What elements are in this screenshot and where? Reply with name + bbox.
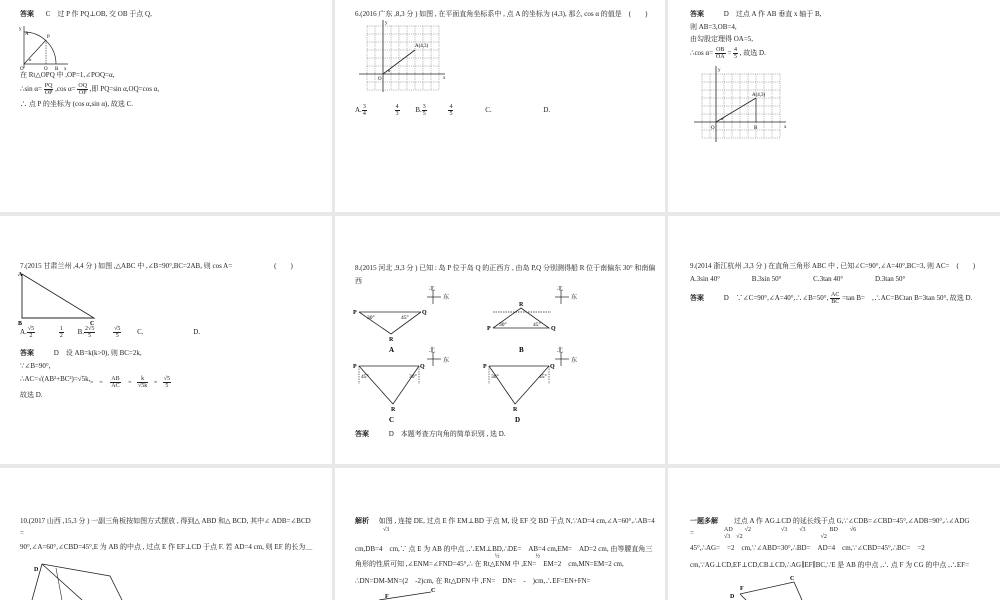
fig-point-label: A(4,3) (752, 93, 766, 98)
svg-text:R: R (389, 337, 394, 343)
multi-solution-tag: 一题多解 (690, 517, 718, 525)
analysis-tag: 解析 (355, 517, 369, 525)
svg-text:45°: 45° (539, 374, 547, 380)
answer-text: C 过 P 作 PQ⊥OB, 交 OB 于点 Q, (45, 10, 152, 18)
doc-page-2 (335, 0, 665, 212)
fig-x-label: x (443, 76, 446, 81)
triangle-set-figure (22, 558, 132, 600)
svg-text:P: P (353, 364, 357, 370)
svg-text:北: 北 (429, 348, 436, 354)
option-d[interactable]: D.3tan 50° (874, 275, 906, 283)
answer-tag: 答案 (20, 349, 34, 357)
svg-text:30°: 30° (367, 315, 375, 321)
svg-text:东: 东 (443, 358, 450, 364)
svg-text:P: P (353, 310, 357, 316)
svg-text:Q: Q (422, 310, 427, 316)
svg-text:45°: 45° (361, 374, 369, 380)
question-text: 8.(2015 河北 ,9,3 分 ) 已知 : 岛 P 位于岛 Q 的正西方 , 由岛 P,Q 分别测得船 R 位于南偏东 30° 和南偏 (355, 264, 656, 272)
svg-text:B: B (519, 346, 524, 354)
figure-option-b (487, 286, 577, 354)
svg-text:R: R (513, 407, 518, 413)
svg-text:东: 东 (571, 295, 578, 301)
solution-line: 45°,∴AG= =2 cm,∵∠ABD=30°,∴BD= AD=4 cm,∵∠CBD=45°,∴BC= =2 (690, 544, 925, 552)
answer-tag: 答案 (690, 10, 704, 18)
fig-point-label: A(4,3) (415, 44, 429, 49)
doc-page-8 (335, 468, 665, 600)
svg-text:A: A (389, 346, 395, 354)
solution-formula: ∴cos α= $\frac{OB}{OA}$ = $\frac{4}{5}$ , 故选 D. (690, 47, 766, 60)
fig-f-label: F (385, 594, 389, 600)
doc-page-4 (0, 216, 332, 464)
triangle-figure (18, 270, 102, 326)
svg-text:30°: 30° (491, 374, 499, 380)
option-d[interactable]: D. (193, 328, 201, 337)
option-b[interactable]: B. $\frac{2√5}{5}$ (77, 326, 95, 339)
answer-text-cont: =tan B= ,∴AC=BCtan B=3tan 50°, 故选 D. (842, 294, 973, 303)
question-text-cont: 西 (355, 277, 362, 285)
option-b[interactable]: B.3sin 50° (751, 275, 782, 283)
answer-tag: 答案 (20, 10, 34, 18)
option-b[interactable]: B. $\frac{3}{5}$ (415, 104, 426, 117)
svg-text:45°: 45° (533, 322, 541, 328)
svg-text:东: 东 (443, 295, 450, 301)
analysis-line: 角形的性质可知 ,∠ENM=∠FND=45°,∴ 在 Rt△ENM 中 ,EN= EM=2 cm,MN=EM=2 cm, (355, 560, 624, 568)
doc-page-1 (0, 0, 332, 212)
svg-text:东: 东 (571, 358, 578, 364)
figure-option-c (353, 346, 449, 424)
svg-text:P: P (487, 326, 491, 332)
svg-text:Q: Q (551, 326, 556, 332)
doc-page-7 (0, 468, 332, 600)
fig-y-label: y (718, 68, 721, 73)
fraction: $\frac{OQ}{OP}$ (78, 83, 88, 96)
question-text: 10.(2017 山西 ,15,3 分 ) 一副三角板按如图方式摆放 , 得到△ ABD 和△ BCD, 其中∠ ADB=∠BCD (20, 517, 311, 525)
solution-figure (728, 572, 808, 600)
fig-a-label: A (25, 32, 29, 37)
choice-options (690, 274, 905, 284)
question-text: 9.(2014 浙江杭州 ,3,3 分 ) 在直角三角形 ABC 中 , 已知∠C=90°,∠A=40°,BC=3, 则 AC= ( ) (690, 262, 976, 270)
fig-c-label: C (790, 576, 795, 582)
fig-o-label: O (711, 126, 715, 131)
question-text-cont2: 90°,∠A=60°,∠CBD=45°,E 为 AB 的中点 , 过点 E 作 EF⊥CD 于点 F. 若 AD=4 cm, 则 EF 的长为＿ (20, 543, 313, 551)
svg-text:R: R (519, 302, 524, 308)
fig-c-label: C (90, 321, 95, 326)
doc-page-6 (668, 216, 1000, 464)
fraction: $\frac{PQ}{OP}$ (44, 83, 53, 96)
fig-b-label: B (18, 321, 23, 326)
option-c[interactable]: C. (485, 106, 492, 115)
solution-line: ∵∠B=90°, (20, 362, 51, 370)
solution-line: ∴AC=√(AB²+BC²)=√5k, (20, 375, 91, 383)
option-d[interactable]: D. (543, 106, 551, 115)
analysis-line: cm,DB=4 cm,∵ 点 E 为 AB 的中点 ,∴EM⊥BD,∴DE= AB=4 cm,EM= AD=2 cm, 由等腰直角三 (355, 545, 653, 553)
svg-text:Q: Q (550, 364, 555, 370)
analysis-halves: ½ ½ (495, 554, 541, 560)
solution-line: = (690, 529, 694, 537)
doc-page-3 (668, 0, 1000, 212)
choice-options: A. $\frac{3}{4}$ $\frac{4}{3}$ B. $\frac{3}{5}$ $\frac{4}{5}$ C. D. (355, 104, 551, 117)
analysis-sqrt: √3 (383, 527, 390, 533)
solution-fraction-row: AD √2 √3 √3 BD √6 (724, 527, 857, 533)
fig-x-label: x (64, 67, 67, 70)
choice-options: A. $\frac{√5}{2}$ $\frac{1}{2}$ B. $\frac{2√5}{5}$ $\frac{√5}{5}$ C. D. (20, 326, 201, 339)
answer-text: D 设 AB=k(k>0), 则 BC=2k, (53, 349, 142, 357)
fig-alpha-label: α (29, 57, 32, 62)
coordinate-grid-figure (694, 66, 790, 142)
svg-text:C: C (389, 416, 395, 424)
solution-fraction-row: √3 √2 √2 (724, 534, 827, 540)
svg-text:D: D (515, 416, 521, 424)
fig-a-label: A (18, 272, 23, 278)
fig-d-label: D (730, 594, 735, 600)
unit-circle-figure (18, 24, 70, 70)
svg-text:45°: 45° (401, 315, 409, 321)
fig-d-label: D (34, 567, 39, 573)
analysis-line: ∴DN=DM-MN=(2 -2)cm, 在 Rt△DFN 中 ,FN= DN= - )cm,∴EF=EN+FN= (355, 577, 591, 585)
svg-text:P: P (483, 364, 487, 370)
question-text-cont: = (20, 529, 24, 537)
coordinate-grid-figure (357, 20, 449, 92)
solution-conclusion: 故选 D. (20, 391, 43, 399)
solution-line: 在 Rt△OPQ 中 ,OP=1,∠POQ=α, (20, 71, 115, 79)
solution-line: 过点 A 作 AG⊥CD 的延长线于点 G,∵∠CDB=∠CBD=45°,∠ADB=90°,∴∠ADG (733, 517, 970, 525)
svg-text:北: 北 (429, 286, 436, 292)
question-text: 6.(2016 广东 ,8,3 分 ) 如图 , 在平面直角坐标系中 , 点 A 的坐标为 (4,3), 那么 cos α 的值是 ( ) (355, 10, 648, 18)
solution-line: 则 AB=3,OB=4, (690, 23, 737, 31)
answer-text: D 过点 A 作 AB 垂直 x 轴于 B, (723, 10, 822, 18)
fig-q-label: Q (44, 67, 48, 70)
doc-page-9 (668, 468, 1000, 600)
svg-text:30°: 30° (409, 374, 417, 380)
doc-page-5 (335, 216, 665, 464)
answer-tag: 答案 (355, 430, 369, 438)
figure-option-d (483, 346, 577, 424)
fig-x-label: x (784, 125, 787, 130)
solution-fraction-row: = = $\frac{AB}{AC}$ = $\frac{k}{√5k}$ = $\frac{√5}{5}$ (90, 376, 170, 389)
figure-option-a (353, 286, 449, 354)
analysis-line: 如图 , 连接 DE, 过点 E 作 EM⊥BD 于点 M, 设 EF 交 BD 于点 N,∵AD=4 cm,∠A=60°,∴AB=4 (378, 517, 655, 525)
svg-text:北: 北 (557, 286, 564, 292)
solution-conclusion: ∴ 点 P 的坐标为 (cos α,sin α), 故选 C. (20, 100, 134, 108)
fig-b-label: B (55, 67, 59, 70)
solution-line: 由勾股定理得 OA=5, (690, 35, 754, 43)
option-a[interactable]: A. $\frac{3}{4}$ (355, 104, 366, 117)
option-a[interactable]: A. $\frac{√5}{2}$ (20, 326, 35, 339)
svg-text:30°: 30° (499, 322, 507, 328)
svg-text:北: 北 (557, 348, 564, 354)
direction-figures (353, 286, 583, 426)
fig-y-label: y (385, 21, 388, 26)
analysis-figure (375, 586, 445, 600)
fig-alpha-label: α (721, 116, 724, 121)
solution-formula: ∴sin α= $\frac{PQ}{OP}$ ,cos α= $\frac{OQ}{OP}$ ,即 PQ=sin α,OQ=cos α, (20, 83, 160, 96)
fig-alpha-label: α (388, 68, 391, 73)
svg-text:R: R (391, 407, 396, 413)
answer-text: D 本题考查方向角的简单识别 , 选 D. (388, 430, 506, 438)
svg-text:Q: Q (420, 364, 425, 370)
fraction: $\frac{AC}{BC}$ (831, 292, 840, 305)
option-c[interactable]: C. (137, 328, 144, 337)
fig-b-label: B (754, 126, 758, 131)
fig-o-label: O (378, 77, 382, 82)
answer-tag: 答案 (690, 294, 704, 303)
solution-line: cm,∵AG⊥CD,EF⊥CD,CB⊥CD,∴AG∥EF∥BC,∵E 是 AB 的中点 ,∴ 点 F 为 CG 的中点 ,∴EF= (690, 561, 970, 569)
fig-f-label: F (740, 586, 744, 592)
fig-c-label: C (431, 588, 436, 594)
option-a[interactable]: A.3sin 40° (690, 275, 721, 283)
fig-y-label: y (19, 27, 22, 32)
answer-text: D ∵∠C=90°,∠A=40°,∴∠B=50°, (723, 294, 829, 303)
fig-o-label: O (20, 67, 24, 70)
question-text: 7.(2015 甘肃兰州 ,4,4 分 ) 如图 ,△ABC 中 ,∠B=90°,BC=2AB, 则 cos A= ( ) (20, 262, 293, 270)
option-c[interactable]: C.3tan 40° (813, 275, 844, 283)
fig-p-label: P (47, 35, 50, 40)
